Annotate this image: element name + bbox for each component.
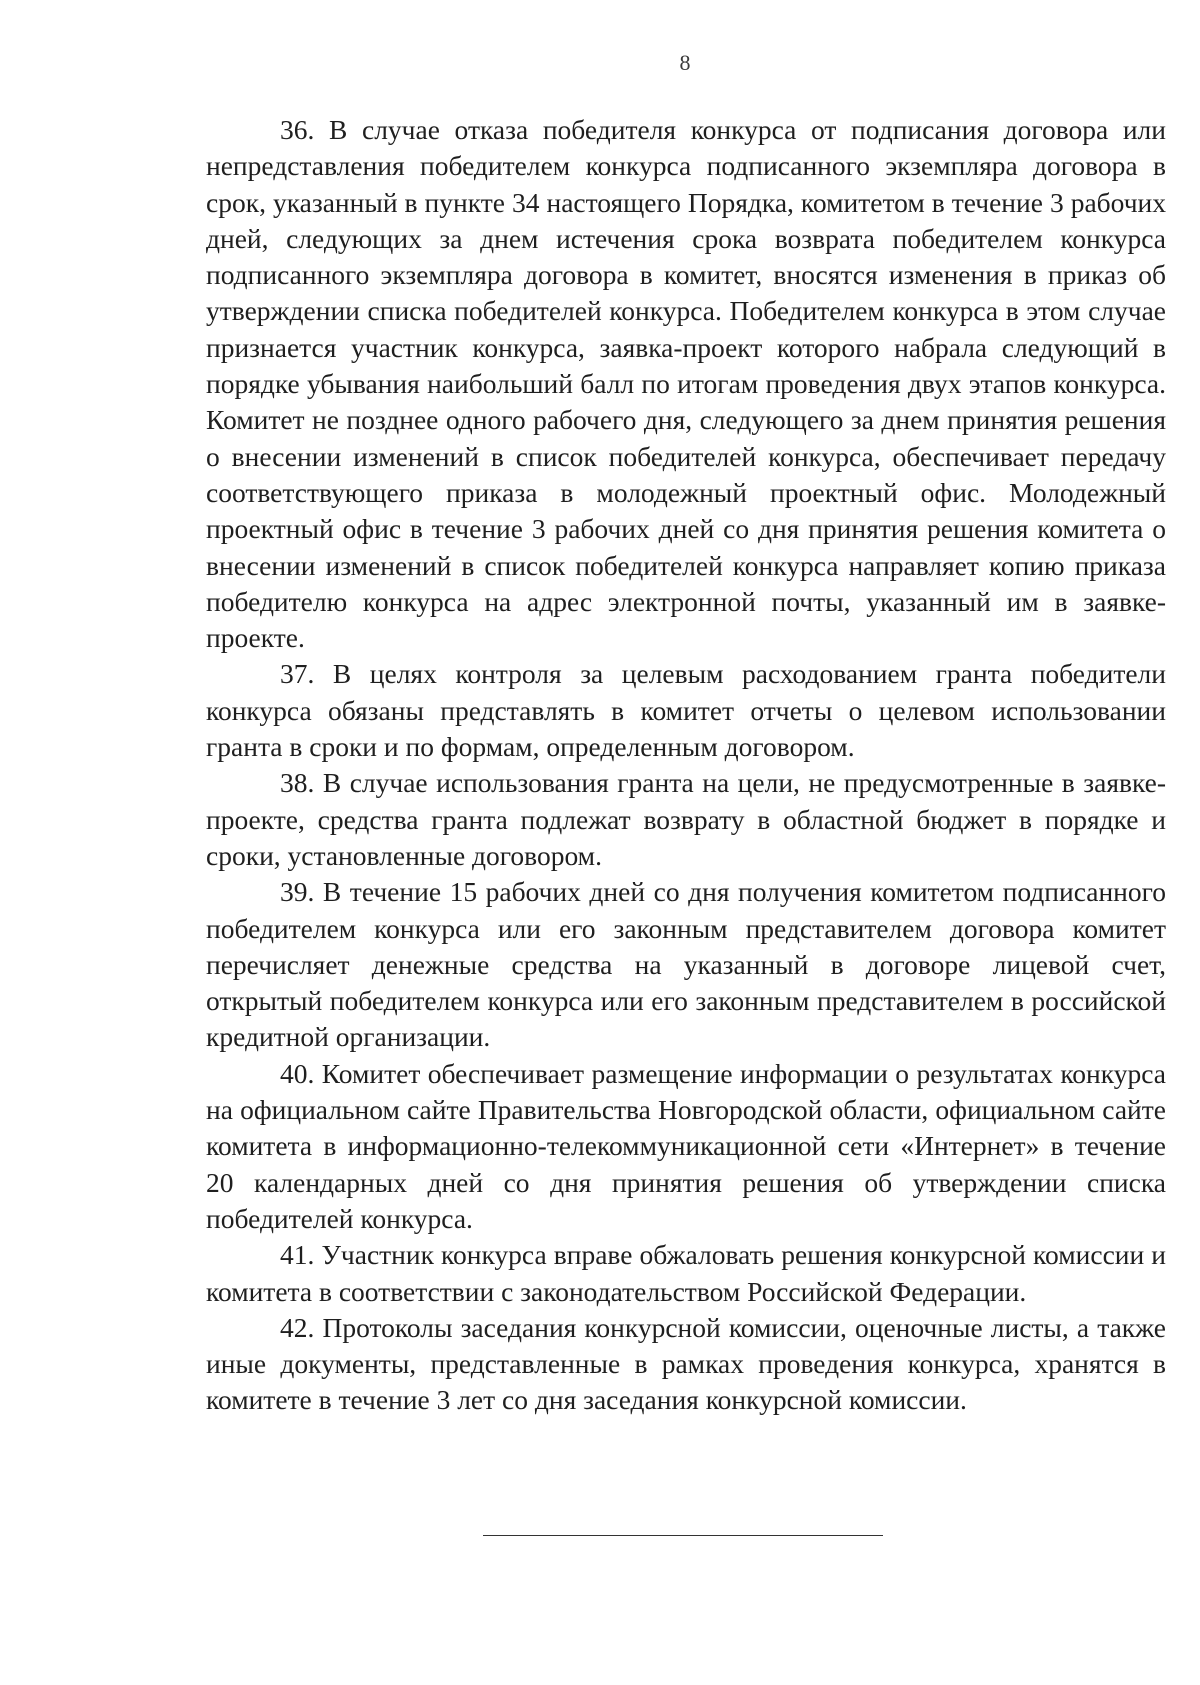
paragraph-37: 37. В целях контроля за целевым расходованием гранта победители конкурса обязаны представлять в комитет отчеты о целевом использовании гранта в сроки и по формам, определенным договором.: [206, 658, 1166, 763]
paragraph-41: 41. Участник конкурса вправе обжаловать решения конкурсной комиссии и комитета в соответствии с законодательством Российской Федерации.: [206, 1239, 1166, 1307]
paragraph-36: 36. В случае отказа победителя конкурса от подписания договора или непредставления победителем конкурса подписанного экземпляра договора в срок, указанный в пункте 34 настоящего Порядка, комитетом в течение 3 рабочих дней, следующих за днем истечения срока возврата победителем конкурса подписанного экземпляра договора в комитет, вносятся изменения в приказ об утверждении списка победителей конкурса. Победителем конкурса в этом случае признается участник конкурса, заявка-проект которого набрала следующий в порядке убывания наибольший балл по итогам проведения двух этапов конкурса. Комитет не позднее одного рабочего дня, следующего за днем принятия решения о внесении изменений в список победителей конкурса, обеспечивает передачу соответствующего приказа в молодежный проектный офис. Молодежный проектный офис в течение 3 рабочих дней со дня принятия решения комитета о внесении изменений в список победителей конкурса направляет копию приказа победителю конкурса на адрес электронной почты, указанный им в заявке-проекте.: [206, 114, 1166, 654]
paragraph-42: 42. Протоколы заседания конкурсной комиссии, оценочные листы, а также иные документы, представленные в рамках проведения конкурса, хранятся в комитете в течение 3 лет со дня заседания конкурсной комиссии.: [206, 1311, 1166, 1416]
paragraph-38: 38. В случае использования гранта на цели, не предусмотренные в заявке-проекте, средства гранта подлежат возврату в областной бюджет в порядке и сроки, установленные договором.: [206, 767, 1166, 871]
page-number: 8: [679, 50, 691, 75]
paragraph-39: 39. В течение 15 рабочих дней со дня получения комитетом подписанного победителем конкурса или его законным представителем договора комитет перечисляет денежные средства на указанный в договоре лицевой счет, открытый победителем конкурса или его законным представителем в российской кредитной организации.: [206, 876, 1166, 1053]
document-body: [206, 112, 1166, 1419]
paragraph-40: 40. Комитет обеспечивает размещение информации о результатах конкурса на официальном сайте Правительства Новгородской области, официальном сайте комитета в информационно-телекоммуникационной сети «Интернет» в течение 20 календарных дней со дня принятия решения об утверждении списка победителей конкурса.: [206, 1057, 1166, 1234]
closing-separator-line: [483, 1535, 883, 1536]
